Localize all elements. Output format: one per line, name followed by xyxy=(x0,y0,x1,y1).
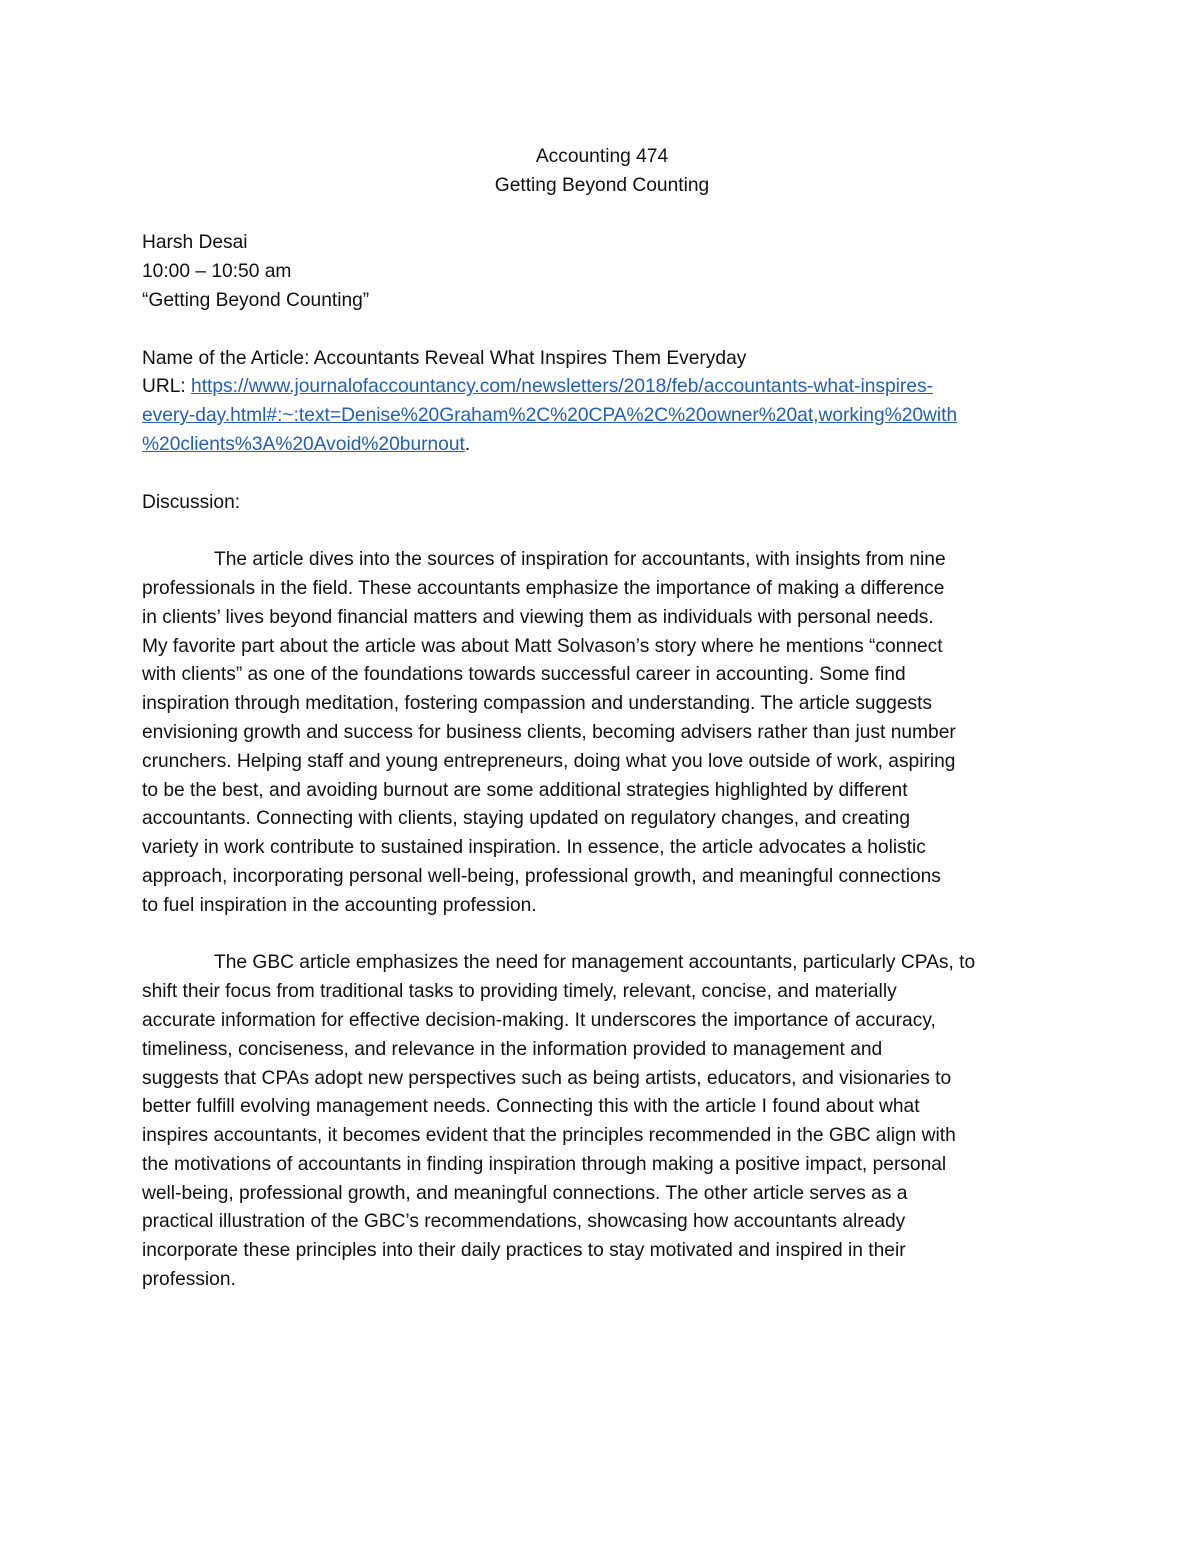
article-url-part-3[interactable]: %20clients%3A%20Avoid%20burnout xyxy=(142,433,465,455)
url-line-1 xyxy=(142,373,1062,402)
paragraph-line: the motivations of accountants in finding inspiration through making a positive impact, personal xyxy=(142,1153,947,1175)
document-page xyxy=(142,143,1062,1295)
paragraph-line: My favorite part about the article was about Matt Solvason’s story where he mentions “connect xyxy=(142,635,943,657)
paragraph-line: inspiration through meditation, fostering compassion and understanding. The article suggests xyxy=(142,693,933,715)
paragraph-line: crunchers. Helping staff and young entrepreneurs, doing what you love outside of work, aspiring xyxy=(142,750,956,772)
paragraph-line: professionals in the field. These accountants emphasize the importance of making a difference xyxy=(142,577,945,599)
document-topic: Getting Beyond Counting xyxy=(494,174,710,196)
article-name: Name of the Article: Accountants Reveal What Inspires Them Everyday xyxy=(142,347,747,369)
paragraph-line: well-being, professional growth, and meaningful connections. The other article serves as a xyxy=(142,1182,908,1204)
article-url-part-1[interactable]: https://www.journalofaccountancy.com/newsletters/2018/feb/accountants-what-inspires- xyxy=(191,376,933,398)
url-label: URL: xyxy=(142,376,192,398)
paragraph-line: approach, incorporating personal well-being, professional growth, and meaningful connections xyxy=(142,865,941,887)
paragraph-line: profession. xyxy=(142,1269,236,1291)
discussion-paragraph-1 xyxy=(142,546,1062,920)
paragraph-line: suggests that CPAs adopt new perspectives such as being artists, educators, and visionaries to xyxy=(142,1067,952,1089)
author-name: Harsh Desai xyxy=(142,232,248,254)
url-line-3 xyxy=(142,431,1062,460)
paragraph-line: The GBC article emphasizes the need for management accountants, particularly CPAs, to xyxy=(214,952,976,974)
paragraph-line: practical illustration of the GBC’s recommendations, showcasing how accountants already xyxy=(142,1211,906,1233)
class-time: 10:00 – 10:50 am xyxy=(142,261,292,283)
paragraph-line: to be the best, and avoiding burnout are some additional strategies highlighted by different xyxy=(142,779,908,801)
article-url-part-2[interactable]: every-day.html#:~:text=Denise%20Graham%2C%20CPA%2C%20owner%20at,working%20with xyxy=(142,405,958,427)
paragraph-line: inspires accountants, it becomes evident that the principles recommended in the GBC align with xyxy=(142,1125,956,1147)
discussion-heading: Discussion: xyxy=(142,491,241,513)
paragraph-line: timeliness, conciseness, and relevance in the information provided to management and xyxy=(142,1038,883,1060)
paragraph-line: accountants. Connecting with clients, staying updated on regulatory changes, and creating xyxy=(142,808,910,830)
discussion-paragraph-2 xyxy=(142,949,1062,1295)
paragraph-line: shift their focus from traditional tasks to providing timely, relevant, concise, and materially xyxy=(142,981,897,1003)
assignment-title: “Getting Beyond Counting” xyxy=(142,289,370,311)
paragraph-line: The article dives into the sources of inspiration for accountants, with insights from nine xyxy=(214,549,946,571)
paragraph-line: in clients’ lives beyond financial matters and viewing them as individuals with personal needs. xyxy=(142,606,934,628)
paragraph-line: better fulfill evolving management needs. Connecting this with the article I found about what xyxy=(142,1096,920,1118)
paragraph-line: with clients” as one of the foundations towards successful career in accounting. Some find xyxy=(142,664,906,686)
paragraph-line: variety in work contribute to sustained inspiration. In essence, the article advocates a holistic xyxy=(142,837,926,859)
url-line-2 xyxy=(142,402,1062,431)
course-title: Accounting 474 xyxy=(535,146,669,167)
paragraph-line: accurate information for effective decision-making. It underscores the importance of accuracy, xyxy=(142,1009,936,1031)
paragraph-line: to fuel inspiration in the accounting profession. xyxy=(142,894,537,916)
paragraph-line: incorporate these principles into their daily practices to stay motivated and inspired in their xyxy=(142,1240,906,1262)
url-period: . xyxy=(464,433,471,455)
paragraph-line: envisioning growth and success for business clients, becoming advisers rather than just number xyxy=(142,721,956,743)
